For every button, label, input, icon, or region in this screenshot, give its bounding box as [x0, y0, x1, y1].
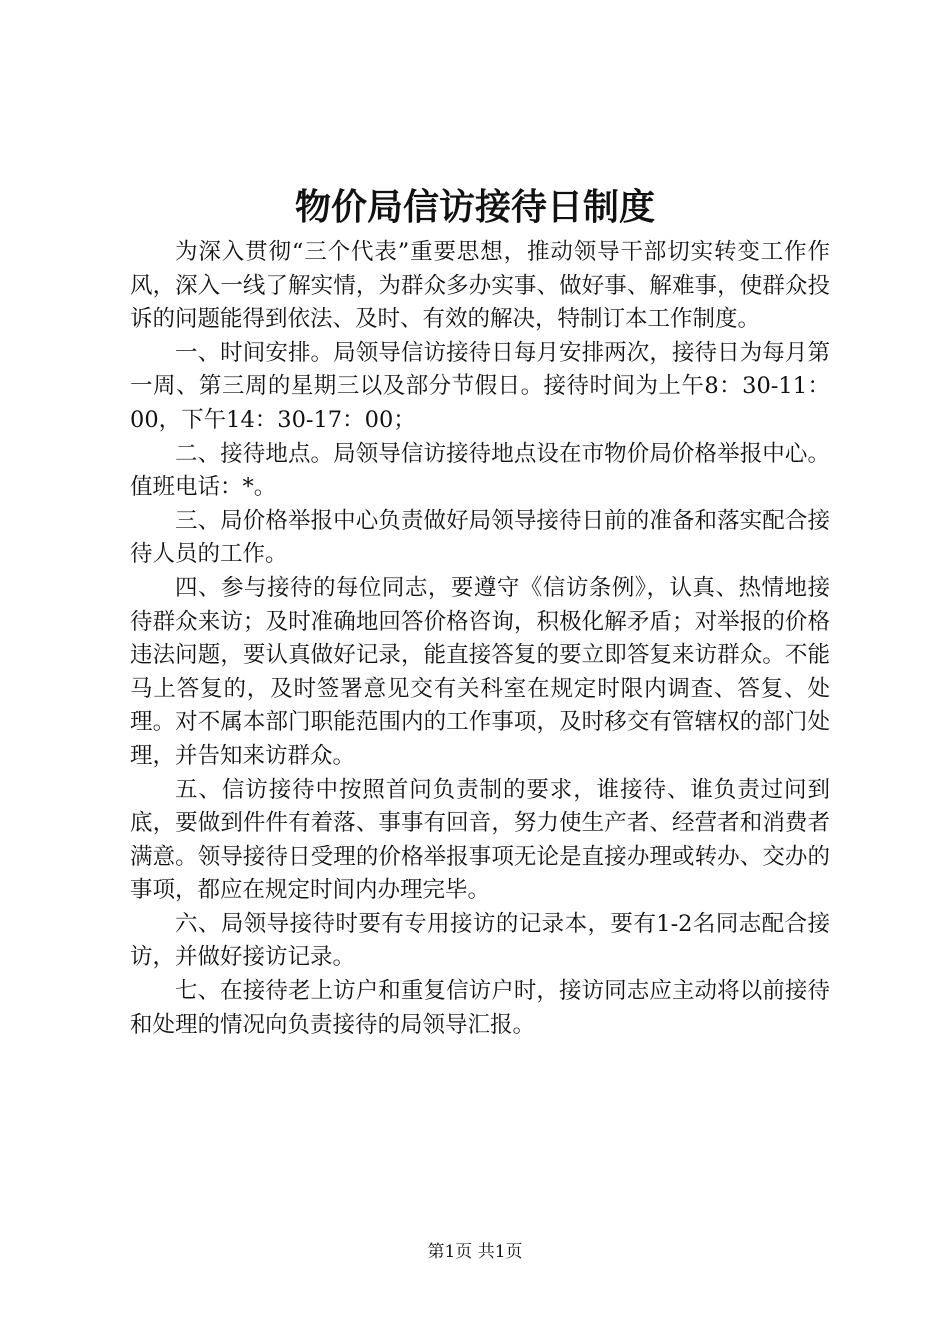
paragraph-location: 二、接待地点。局领导信访接待地点设在市物价局价格举报中心。值班电话：*。: [130, 440, 830, 501]
page-number-footer: 第1页 共1页: [427, 1242, 523, 1262]
document-title: 物价局信访接待日制度: [294, 187, 655, 228]
paragraph-reception-duties: 四、参与接待的每位同志，要遵守《信访条例》，认真、热情地接待群众来访；及时准确地回答价格咨询，积极化解矛盾；对举报的价格违法问题，要认真做好记录，能直接答复的要立即答复来访群众。不能马上答复的，及时签署意见交有关科室在规定时限内调查、答复、处理。对不属本部门职能范围内的工作事项，及时移交有管辖权的部门处理，并告知来访群众。: [130, 574, 830, 769]
document-body: [130, 236, 830, 1042]
paragraph-intro: 为深入贯彻“三个代表”重要思想，推动领导干部切实转变工作作风，深入一线了解实情，为群众多办实事、做好事、解难事，使群众投诉的问题能得到依法、及时、有效的解决，特制订本工作制度。: [130, 239, 830, 333]
paragraph-time-arrangement: 一、时间安排。局领导信访接待日每月安排两次，接待日为每月第一周、第三周的星期三以及部分节假日。接待时间为上午8：30-11：00，下午14：30-17：00；: [130, 339, 830, 433]
paragraph-repeat-visitors: 七、在接待老上访户和重复信访户时，接访同志应主动将以前接待和处理的情况向负责接待的局领导汇报。: [130, 978, 830, 1038]
paragraph-preparation: 三、局价格举报中心负责做好局领导接待日前的准备和落实配合接待人员的工作。: [130, 507, 830, 568]
paragraph-records: 六、局领导接待时要有专用接访的记录本，要有1-2名同志配合接访，并做好接访记录。: [130, 910, 830, 971]
paragraph-responsibility: 五、信访接待中按照首问负责制的要求，谁接待、谁负责过问到底，要做到件件有着落、事事有回音，努力使生产者、经营者和消费者满意。领导接待日受理的价格举报事项无论是直接办理或转办、交办的事项，都应在规定时间内办理完毕。: [130, 776, 830, 904]
